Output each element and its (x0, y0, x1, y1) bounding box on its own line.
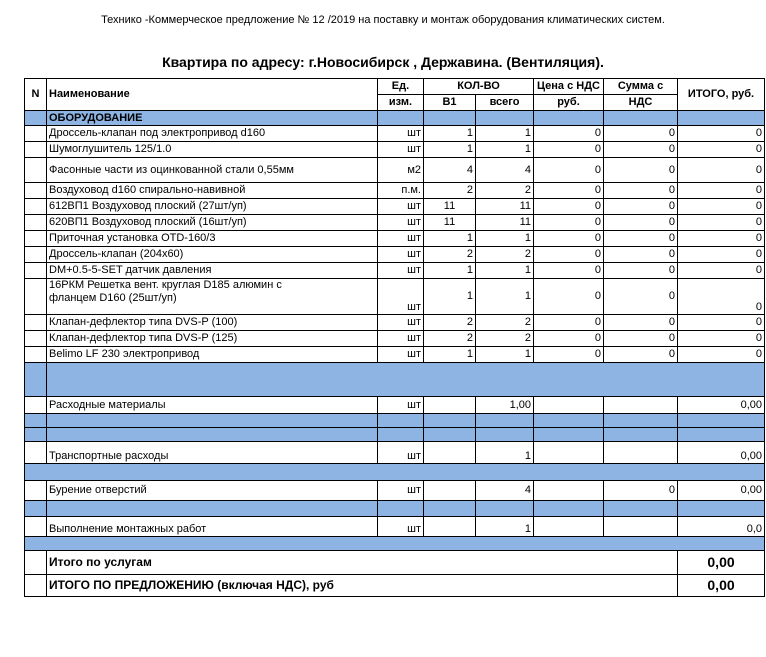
item-name: 612ВП1 Воздуховод плоский (27шт/уп) (47, 199, 378, 215)
table-row (25, 315, 765, 331)
table-row (25, 397, 765, 414)
table-row (25, 263, 765, 279)
item-b1: 2 (424, 315, 476, 331)
item-qty: 1 (476, 347, 534, 363)
item-unit: шт (378, 315, 424, 331)
col-b1-header: В1 (424, 95, 476, 111)
item-sum: 0 (604, 199, 678, 215)
item-b1: 4 (424, 158, 476, 183)
item-price: 0 (534, 331, 604, 347)
table-row (25, 142, 765, 158)
grand-total-value: 0,00 (678, 575, 765, 597)
table-row (25, 231, 765, 247)
item-total: 0 (678, 142, 765, 158)
item-sum: 0 (604, 183, 678, 199)
col-sum-header-2: НДС (604, 95, 678, 111)
transport-unit: шт (378, 442, 424, 464)
item-name: Клапан-дефлектор типа DVS-P (100) (47, 315, 378, 331)
item-price: 0 (534, 279, 604, 315)
document-subtitle: Технико -Коммерческое предложение № 12 /2019 на поставку и монтаж оборудования климатических систем. (101, 14, 665, 26)
item-sum: 0 (604, 158, 678, 183)
item-qty: 1 (476, 279, 534, 315)
item-total: 0 (678, 347, 765, 363)
item-b1: 1 (424, 263, 476, 279)
installation-name: Выполнение монтажных работ (47, 517, 378, 537)
table-row (25, 199, 765, 215)
item-price: 0 (534, 215, 604, 231)
item-qty: 1 (476, 126, 534, 142)
item-name: Воздуховод d160 спирально-навивной (47, 183, 378, 199)
item-name: DM+0.5-5-SET датчик давления (47, 263, 378, 279)
item-qty: 1 (476, 142, 534, 158)
item-b1: 1 (424, 231, 476, 247)
table-row (25, 279, 765, 315)
item-price: 0 (534, 142, 604, 158)
item-qty: 1 (476, 231, 534, 247)
item-name: Фасонные части из оцинкованной стали 0,55мм (47, 158, 378, 183)
item-b1: 11 (424, 199, 476, 215)
col-sum-header-1: Сумма с (604, 79, 678, 95)
item-total: 0 (678, 158, 765, 183)
table-row (25, 517, 765, 537)
installation-total: 0,0 (678, 517, 765, 537)
services-total-row (25, 551, 765, 575)
col-unit-header-1: Ед. (378, 79, 424, 95)
item-name (47, 279, 378, 315)
item-price: 0 (534, 183, 604, 199)
item-price: 0 (534, 199, 604, 215)
item-total: 0 (678, 315, 765, 331)
drilling-total: 0,00 (678, 481, 765, 501)
item-qty: 2 (476, 315, 534, 331)
item-b1: 1 (424, 279, 476, 315)
item-name: Приточная установка OTD-160/3 (47, 231, 378, 247)
item-qty: 2 (476, 331, 534, 347)
services-total-value: 0,00 (678, 551, 765, 575)
col-total-header: ИТОГО, руб. (678, 79, 765, 111)
item-b1: 1 (424, 142, 476, 158)
col-qty-total-header: всего (476, 95, 534, 111)
table-row (25, 347, 765, 363)
table-row (25, 215, 765, 231)
installation-qty: 1 (476, 517, 534, 537)
item-total: 0 (678, 215, 765, 231)
table-row (25, 331, 765, 347)
item-price: 0 (534, 231, 604, 247)
consumables-name: Расходные материалы (47, 397, 378, 414)
item-sum: 0 (604, 347, 678, 363)
item-unit: шт (378, 199, 424, 215)
item-sum: 0 (604, 126, 678, 142)
installation-unit: шт (378, 517, 424, 537)
item-price: 0 (534, 247, 604, 263)
table-row (25, 442, 765, 464)
transport-name: Транспортные расходы (47, 442, 378, 464)
table-row (25, 126, 765, 142)
item-unit: шт (378, 142, 424, 158)
item-qty: 11 (476, 199, 534, 215)
item-sum: 0 (604, 247, 678, 263)
drilling-unit: шт (378, 481, 424, 501)
consumables-total: 0,00 (678, 397, 765, 414)
consumables-qty: 1,00 (476, 397, 534, 414)
item-total: 0 (678, 279, 765, 315)
item-unit: шт (378, 331, 424, 347)
drilling-sum: 0 (604, 481, 678, 501)
item-qty: 2 (476, 183, 534, 199)
item-unit: п.м. (378, 183, 424, 199)
item-name-line-2: фланцем D160 (25шт/уп) (49, 292, 177, 304)
consumables-unit: шт (378, 397, 424, 414)
item-qty: 4 (476, 158, 534, 183)
item-price: 0 (534, 263, 604, 279)
item-b1: 2 (424, 247, 476, 263)
item-total: 0 (678, 231, 765, 247)
table-row (25, 481, 765, 501)
item-qty: 2 (476, 247, 534, 263)
item-sum: 0 (604, 331, 678, 347)
item-name: Шумоглушитель 125/1.0 (47, 142, 378, 158)
item-price: 0 (534, 347, 604, 363)
col-qty-header: КОЛ-ВО (424, 79, 534, 95)
table-row (25, 183, 765, 199)
item-qty: 11 (476, 215, 534, 231)
item-unit: шт (378, 247, 424, 263)
item-unit: шт (378, 231, 424, 247)
table-row (25, 247, 765, 263)
item-b1: 11 (424, 215, 476, 231)
item-sum: 0 (604, 315, 678, 331)
item-price: 0 (534, 158, 604, 183)
item-qty: 1 (476, 263, 534, 279)
item-unit: шт (378, 263, 424, 279)
item-name-line-1: 16РКМ Решетка вент. круглая D185 алюмин с (49, 279, 282, 291)
item-b1: 2 (424, 331, 476, 347)
col-n-header: N (25, 79, 47, 111)
drilling-name: Бурение отверстий (47, 481, 378, 501)
item-price: 0 (534, 315, 604, 331)
item-unit: шт (378, 215, 424, 231)
item-b1: 1 (424, 126, 476, 142)
item-total: 0 (678, 331, 765, 347)
item-total: 0 (678, 126, 765, 142)
estimate-table (24, 78, 765, 597)
item-name: Дроссель-клапан (204х60) (47, 247, 378, 263)
col-price-header-1: Цена с НДС (534, 79, 604, 95)
services-total-label: Итого по услугам (47, 551, 678, 575)
col-price-header-2: руб. (534, 95, 604, 111)
col-name-header: Наименование (47, 79, 378, 111)
section-equipment: ОБОРУДОВАНИЕ (47, 111, 378, 126)
item-total: 0 (678, 263, 765, 279)
grand-total-label: ИТОГО ПО ПРЕДЛОЖЕНИЮ (включая НДС), руб (47, 575, 678, 597)
item-name: Дроссель-клапан под электропривод d160 (47, 126, 378, 142)
item-name: 620ВП1 Воздуховод плоский (16шт/уп) (47, 215, 378, 231)
item-sum: 0 (604, 231, 678, 247)
item-unit: шт (378, 279, 424, 315)
item-total: 0 (678, 183, 765, 199)
item-name: Belimo LF 230 электропривод (47, 347, 378, 363)
item-sum: 0 (604, 215, 678, 231)
item-b1: 2 (424, 183, 476, 199)
item-total: 0 (678, 199, 765, 215)
document-title: Квартира по адресу: г.Новосибирск , Державина. (Вентиляция). (162, 54, 604, 70)
item-b1: 1 (424, 347, 476, 363)
drilling-qty: 4 (476, 481, 534, 501)
item-unit: м2 (378, 158, 424, 183)
item-unit: шт (378, 347, 424, 363)
item-name: Клапан-дефлектор типа DVS-P (125) (47, 331, 378, 347)
col-unit-header-2: изм. (378, 95, 424, 111)
grand-total-row (25, 575, 765, 597)
item-sum: 0 (604, 263, 678, 279)
item-price: 0 (534, 126, 604, 142)
item-unit: шт (378, 126, 424, 142)
transport-total: 0,00 (678, 442, 765, 464)
item-sum: 0 (604, 279, 678, 315)
table-row (25, 158, 765, 183)
item-total: 0 (678, 247, 765, 263)
transport-qty: 1 (476, 442, 534, 464)
item-sum: 0 (604, 142, 678, 158)
